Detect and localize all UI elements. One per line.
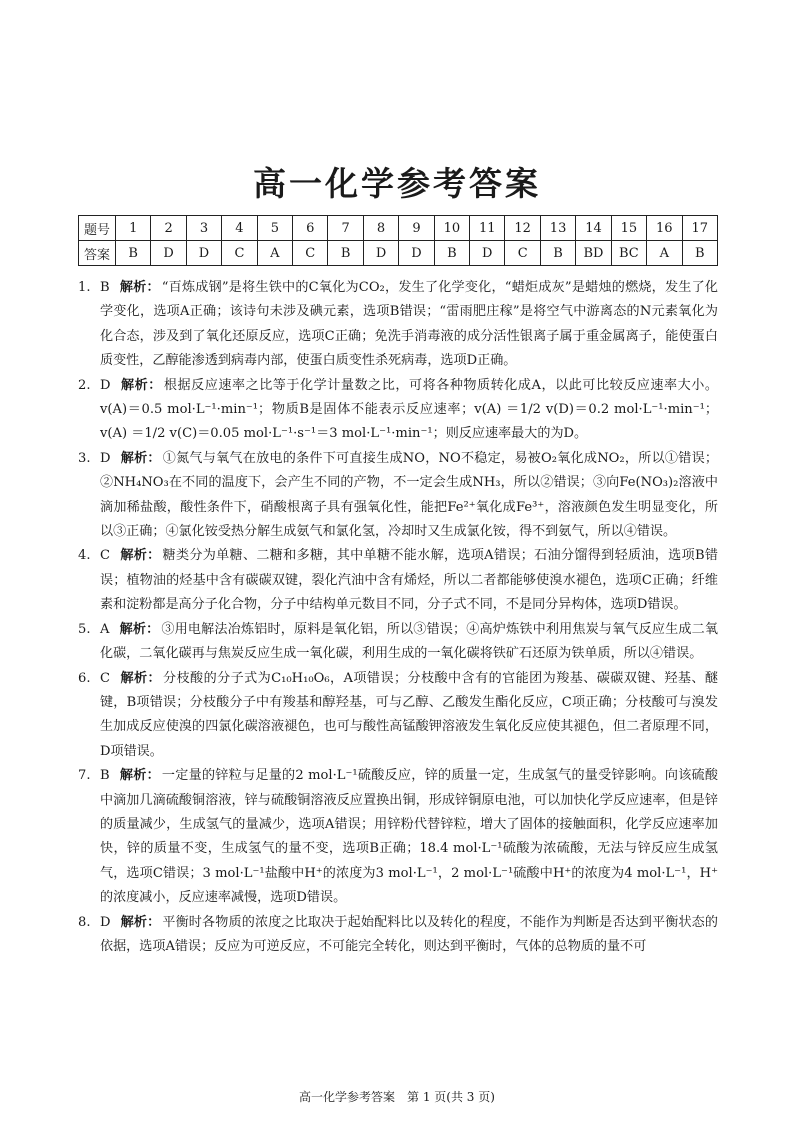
page-title: 高一化学参考答案 — [253, 164, 541, 203]
row-label-number: 题号 — [79, 216, 116, 241]
question-number: 6. — [78, 670, 91, 686]
question-number-cell: 12 — [505, 216, 540, 241]
answer-cell: C — [293, 241, 328, 266]
question-number-cell: 13 — [540, 216, 575, 241]
question-number-cell: 15 — [611, 216, 646, 241]
correct-answer: D — [100, 377, 111, 393]
explanation-text: ①氮气与氧气在放电的条件下可直接生成NO，NO不稳定，易被O₂氧化成NO₂，所以①错误；②NH₄NO₃在不同的温度下，会产生不同的产物，不一定会生成NH₃，所以②错误；③向Fe(NO₃)₂溶液中滴加稀盐酸，酸性条件下，硝酸根离子具有强氧化性，能把Fe²⁺氧化成Fe³⁺，溶液颜色发生明显变化，所以③正确；④氯化铵受热分解生成氨气和氯化氢，冷却时又生成氯化铵，得不到氨气，所以④错误。 — [100, 450, 718, 540]
correct-answer: D — [100, 450, 111, 466]
question-number: 7. — [78, 768, 91, 784]
question-number-cell: 9 — [399, 216, 434, 241]
explanation-text: 分枝酸的分子式为C₁₀H₁₀O₆，A项错误；分枝酸中含有的官能团为羧基、碳碳双键、羟基、醚键，B项错误；分枝酸分子中有羧基和醇羟基，可与乙醇、乙酸发生酯化反应，C项正确；分枝酸可与溴发生加成反应使溴的四氯化碳溶液褪色，也可与酸性高锰酸钾溶液发生氧化反应使其褪色，但二者原理不同，D项错误。 — [100, 670, 718, 759]
answer-cell: B — [328, 241, 363, 266]
answer-table-number-row — [79, 216, 718, 241]
answer-cell: D — [363, 241, 398, 266]
question-number-cell: 8 — [363, 216, 398, 241]
answer-cell: D — [151, 241, 186, 266]
explanation-text: “百炼成钢”是将生铁中的C氧化为CO₂，发生了化学变化，“蜡炬成灰”是蜡烛的燃烧，发生了化学变化，选项A正确；该诗句未涉及碘元素，选项B错误；“雷雨肥庄稼”是将空气中游离态的N元素氧化为化合态，涉及到了氧化还原反应，选项C正确；免洗手消毒液的成分活性银离子属于重金属离子，能使蛋白质变性，乙醇能渗透到病毒内部，使蛋白质变性杀死病毒，选项D正确。 — [100, 280, 719, 369]
page-footer: 高一化学参考答案 第 1 页(共 3 页) — [299, 1090, 495, 1104]
explanation-item — [78, 544, 718, 617]
correct-answer: C — [100, 548, 111, 564]
correct-answer: C — [100, 670, 111, 686]
question-number: 2. — [78, 377, 91, 393]
row-label-answer: 答案 — [79, 241, 116, 266]
answer-cell: A — [257, 241, 292, 266]
answer-cell: B — [540, 241, 575, 266]
explanation-item — [78, 618, 718, 667]
question-number-cell: 2 — [151, 216, 186, 241]
question-number-cell: 3 — [186, 216, 221, 241]
analysis-label: 解析： — [120, 914, 161, 930]
correct-answer: B — [100, 280, 110, 295]
explanation-item — [78, 447, 718, 545]
analysis-label: 解析： — [119, 280, 160, 295]
answer-table-answer-row — [79, 241, 718, 266]
analysis-label: 解析： — [119, 621, 160, 637]
analysis-label: 解析： — [120, 548, 161, 564]
answer-cell: BC — [611, 241, 646, 266]
analysis-label: 解析： — [120, 670, 162, 686]
explanation-item — [78, 374, 718, 447]
correct-answer: D — [100, 914, 111, 930]
question-number-cell: 7 — [328, 216, 363, 241]
correct-answer: B — [100, 768, 110, 784]
answer-cell: A — [647, 241, 682, 266]
analysis-label: 解析： — [119, 768, 160, 784]
answer-cell: D — [186, 241, 221, 266]
question-number-cell: 6 — [293, 216, 328, 241]
explanation-text: 一定量的锌粒与足量的2 mol·L⁻¹硫酸反应，锌的质量一定，生成氢气的量受锌影响。向该硫酸中滴加几滴硫酸铜溶液，锌与硫酸铜溶液反应置换出铜，形成锌铜原电池，可以加快化学反应速率，但是锌的质量减少，生成氢气的量减少，选项A错误；用锌粉代替锌粒，增大了固体的接触面积，化学反应速率加快，锌的质量不变，生成氢气的量不变，选项B正确；18.4 mol·L⁻¹硫酸为浓硫酸，无法与锌反应生成氢气，选项C错误；3 mol·L⁻¹盐酸中H⁺的浓度为3 mol·L⁻¹，2 mol·L⁻¹硫酸中H⁺的浓度为4 mol·L⁻¹，H⁺的浓度减小，反应速率减慢，选项D错误。 — [100, 768, 718, 906]
question-number: 1. — [78, 280, 91, 295]
question-number: 5. — [78, 621, 91, 637]
answer-cell: D — [399, 241, 434, 266]
explanation-item — [78, 667, 718, 765]
question-number-cell: 14 — [576, 216, 611, 241]
answer-cell: B — [116, 241, 151, 266]
answer-cell: B — [682, 241, 718, 266]
question-number-cell: 16 — [647, 216, 682, 241]
correct-answer: A — [100, 621, 110, 637]
explanation-item — [78, 276, 718, 374]
question-number-cell: 11 — [470, 216, 505, 241]
answer-cell: C — [505, 241, 540, 266]
question-number-cell: 4 — [222, 216, 257, 241]
question-number: 4. — [78, 548, 91, 564]
question-number-cell: 5 — [257, 216, 292, 241]
question-number: 3. — [78, 450, 91, 466]
analysis-label: 解析： — [120, 377, 162, 393]
question-number-cell: 1 — [116, 216, 151, 241]
analysis-label: 解析： — [120, 450, 161, 466]
answer-cell: C — [222, 241, 257, 266]
question-number-cell: 17 — [682, 216, 718, 241]
explanation-text: 糖类分为单糖、二糖和多糖，其中单糖不能水解，选项A错误；石油分馏得到轻质油，选项B错误；植物油的烃基中含有碳碳双键，裂化汽油中含有烯烃，所以二者都能够使溴水褪色，选项C正确；纤维素和淀粉都是高分子化合物，分子中结构单元数目不同，分子式不同，不是同分异构体，选项D错误。 — [100, 548, 719, 613]
explanation-item — [78, 911, 718, 960]
answer-cell: B — [434, 241, 469, 266]
explanation-text: 平衡时各物质的浓度之比取决于起始配料比以及转化的程度，不能作为判断是否达到平衡状态的依据，选项A错误；反应为可逆反应，不可能完全转化，则达到平衡时，气体的总物质的量不可 — [100, 914, 719, 954]
answer-cell: BD — [576, 241, 611, 266]
explanations-list — [78, 276, 718, 959]
explanation-text: 根据反应速率之比等于化学计量数之比，可将各种物质转化成A，以此可比较反应速率大小。v(A)＝0.5 mol·L⁻¹·min⁻¹；物质B是固体不能表示反应速率；v(A) ＝1/2 v(D)＝0.2 mol·L⁻¹·min⁻¹；v(A) ＝1/2 v(C)＝0.05 mol·L⁻¹·s⁻¹＝3 mol·L⁻¹·min⁻¹；则反应速率最大的为D。 — [100, 377, 718, 442]
explanation-text: ③用电解法冶炼铝时，原料是氧化铝，所以③错误；④高炉炼铁中利用焦炭与氧气反应生成二氧化碳，二氧化碳再与焦炭反应生成一氧化碳，利用生成的一氧化碳将铁矿石还原为铁单质，所以④错误。 — [100, 621, 719, 662]
question-number-cell: 10 — [434, 216, 469, 241]
explanation-item — [78, 764, 718, 910]
answer-table — [78, 215, 718, 266]
answer-cell: D — [470, 241, 505, 266]
question-number: 8. — [78, 914, 91, 930]
